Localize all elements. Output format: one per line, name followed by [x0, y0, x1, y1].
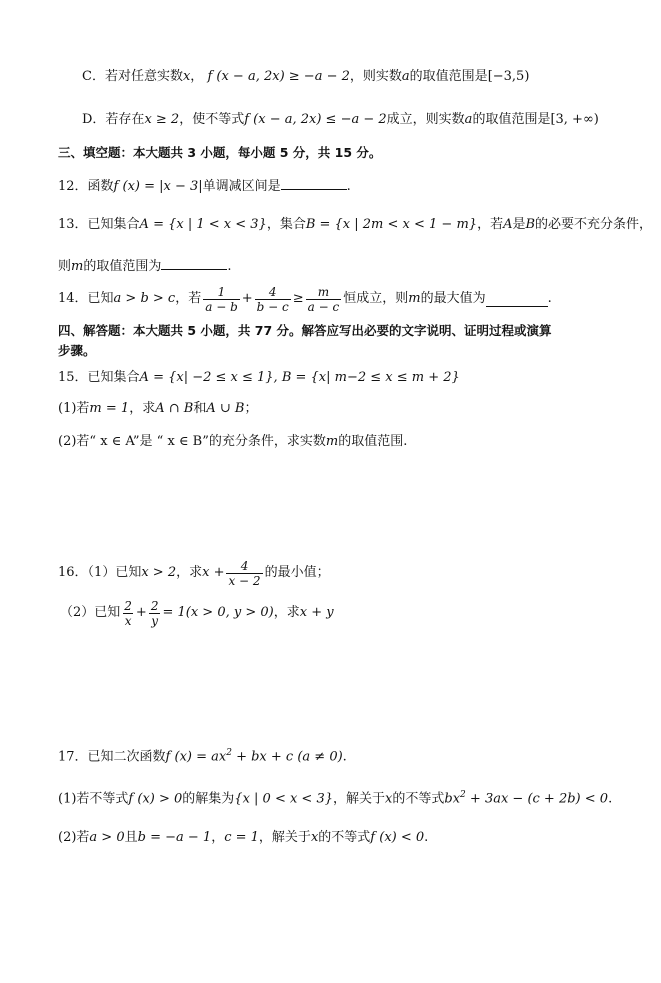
q17-p2-comma: ，: [211, 830, 225, 845]
question-17-part-1: [58, 786, 612, 808]
q16-p1-condition: x > 2: [141, 565, 177, 580]
q17-p2-cond-b: b = −a − 1: [137, 830, 212, 845]
q14-f2-numerator: 4: [268, 284, 277, 299]
q13-prefix: 13．已知集合: [58, 217, 140, 232]
question-13-line-2: [58, 255, 232, 276]
option-d-condition: x ≥ 2: [144, 112, 180, 127]
q17-p1-set: {x | 0 < x < 3}: [234, 791, 334, 807]
q16-p1-denominator: x − 2: [228, 573, 261, 588]
question-16-part-1: [58, 556, 330, 590]
q17-p1-solution-text: 的解集为: [182, 791, 235, 807]
q17-p1-inequality: f (x) > 0: [128, 791, 183, 807]
option-d-range: [3, +∞): [550, 112, 599, 127]
q15-p1-intersection: A ∩ B: [155, 401, 194, 416]
q14-answer-blank[interactable]: [486, 292, 548, 307]
q13-mid: ，集合: [266, 217, 306, 232]
q16-p1-ask: ，求: [176, 565, 203, 580]
q16-p2-f1-numerator: 2: [124, 598, 132, 613]
q13-set-a: A = {x | 1 < x < 3}: [139, 217, 267, 232]
q16-p1-fraction: [226, 559, 262, 588]
q15-p1-prefix: (1)若: [58, 401, 90, 416]
section-4-heading-line-2: 步骤。: [58, 343, 96, 358]
q13-end: .: [227, 259, 232, 274]
q17-p2-end: .: [424, 830, 429, 845]
option-c-a: a: [401, 69, 410, 84]
q16-p2-f2-numerator: 2: [150, 598, 159, 613]
q13-answer-blank[interactable]: [161, 255, 227, 270]
q17-square: 2: [226, 748, 232, 758]
q12-answer-blank[interactable]: [281, 175, 347, 190]
option-d-label: D．若存在: [82, 112, 145, 127]
q14-condition: a > b > c: [113, 291, 176, 306]
option-c-inequality: f (x − a, 2x) ≥ −a − 2: [207, 69, 350, 84]
q17-p1-x: x: [385, 791, 393, 807]
q13-m: m: [71, 259, 84, 274]
q13-mid2: ，若: [477, 217, 504, 232]
q16-p2-fraction-1: [122, 599, 134, 628]
q15-prefix: 15．已知集合: [58, 370, 140, 385]
question-14: [58, 282, 552, 316]
q17-p2-cond-c: c = 1: [224, 830, 259, 845]
q17-p1-square: 2: [460, 790, 466, 800]
q15-p1-and: 和: [193, 401, 207, 416]
option-c-label: C．若对任意实数: [82, 69, 183, 84]
question-15-part-2: [58, 433, 407, 451]
q14-m: m: [408, 291, 421, 306]
q17-p2-inequality: f (x) < 0: [370, 830, 425, 845]
q13-line2-prefix: 则: [58, 259, 72, 274]
question-17: [58, 744, 347, 766]
q14-fraction-1: [203, 285, 240, 314]
q12-function: f (x) = |x − 3|: [113, 179, 203, 194]
q14-f1-denominator: a − b: [205, 299, 238, 314]
q16-p1-x: x +: [202, 565, 225, 580]
option-d-mid: ，使不等式: [179, 112, 245, 127]
q17-p2-and: 且: [124, 830, 138, 845]
q14-prefix: 14．已知: [58, 291, 114, 306]
q13-set-b: B = {x | 2m < x < 1 − m}: [305, 217, 478, 232]
q17-function: f (x) = ax: [165, 749, 227, 765]
q17-end: .: [342, 749, 347, 765]
question-17-part-2: [58, 829, 428, 847]
q17-p1-prefix: (1)若不等式: [58, 791, 129, 807]
q17-p2-x: x: [310, 830, 319, 845]
q15-p1-union: A ∪ B: [206, 401, 245, 416]
option-c-range: [−3,5): [487, 69, 530, 84]
question-16-part-2: [60, 596, 334, 630]
q16-p2-fraction-2: [149, 599, 161, 628]
q13-mid3: 是: [512, 217, 526, 232]
q17-p1-target-ineq: bx: [444, 791, 461, 807]
q14-plus: +: [241, 291, 253, 306]
q15-p2-m: m: [325, 434, 339, 449]
option-d: [82, 111, 599, 129]
q16-p2-plus: +: [135, 605, 147, 620]
section-4-heading: 四、解答题：本大题共 5 小题，共 77 分。解答应写出必要的文字说明、证明过程或演算: [58, 323, 552, 338]
q15-p1-ask: ，求: [129, 401, 156, 416]
q16-p1-tail: 的最小值；: [264, 565, 330, 580]
q16-p1-prefix: 16．（1）已知: [58, 565, 142, 580]
q15-p2-end: 的取值范围.: [338, 434, 408, 449]
option-d-mid2: 成立，则实数: [386, 112, 465, 127]
q17-p1-solve: ，解关于: [333, 791, 386, 807]
section-3-heading: 三、填空题：本大题共 3 小题，每小题 5 分，共 15 分。: [58, 145, 382, 160]
q16-p2-f1-denominator: x: [124, 613, 132, 628]
q17-p1-end: .: [608, 791, 613, 807]
q14-ge: ≥: [292, 291, 304, 306]
q15-p1-end: ；: [244, 401, 258, 416]
q14-f3-numerator: m: [317, 284, 330, 299]
q16-p2-prefix: （2）已知: [60, 605, 121, 620]
option-d-inequality: f (x − a, 2x) ≤ −a − 2: [244, 112, 387, 127]
q12-prefix: 12．函数: [58, 179, 114, 194]
q17-function-rest: + bx + c (a ≠ 0): [231, 749, 343, 765]
q17-p2-ineq-text: 的不等式: [318, 830, 371, 845]
question-15: [58, 369, 460, 387]
q13-b: B: [525, 217, 536, 232]
q14-fraction-3: [306, 285, 342, 314]
q17-p2-cond-a: a > 0: [89, 830, 125, 845]
q16-p2-target: x + y: [299, 605, 334, 620]
q16-p2-equation: = 1(x > 0, y > 0): [162, 605, 274, 620]
option-d-tail: 的取值范围是: [472, 112, 551, 127]
q14-tail: 恒成立，则: [343, 291, 409, 306]
q13-line2-text: 的取值范围为: [83, 259, 162, 274]
q16-p2-ask: ，求: [273, 605, 300, 620]
q12-suffix: 单调减区间是: [202, 179, 281, 194]
q15-sets: A = {x| −2 ≤ x ≤ 1}, B = {x| m−2 ≤ x ≤ m + 2}: [139, 370, 460, 385]
q12-end: .: [346, 179, 351, 194]
q14-fraction-2: [255, 285, 291, 314]
q15-p1-m: m = 1: [89, 401, 130, 416]
option-d-a: a: [464, 112, 473, 127]
option-c-tail: 的取值范围是: [409, 69, 488, 84]
q14-mid: ，若: [175, 291, 202, 306]
question-12: [58, 175, 351, 196]
question-13: [58, 216, 652, 234]
q16-p1-numerator: 4: [240, 558, 249, 573]
q16-p2-f2-denominator: y: [151, 613, 159, 628]
q13-tail: 的必要不充分条件，: [535, 217, 653, 232]
q15-p2-text: (2)若“ x ∈ A”是 “ x ∈ B”的充分条件，求实数: [58, 434, 326, 449]
q14-f2-denominator: b − c: [256, 299, 289, 314]
q13-a: A: [503, 217, 513, 232]
q17-p1-target-ineq-rest: + 3ax − (c + 2b) < 0: [465, 791, 609, 807]
q14-f1-numerator: 1: [217, 284, 226, 299]
q14-end: .: [547, 291, 552, 306]
option-c: [82, 68, 529, 86]
question-15-part-1: [58, 400, 257, 418]
q17-p1-ineq-text: 的不等式: [392, 791, 445, 807]
q14-tail2: 的最大值为: [420, 291, 486, 306]
q14-f3-denominator: a − c: [307, 299, 340, 314]
option-c-sep: ，: [190, 69, 204, 84]
q17-p2-solve: ，解关于: [258, 830, 311, 845]
q17-p2-prefix: (2)若: [58, 830, 90, 845]
option-c-mid: ，则实数: [349, 69, 402, 84]
q17-prefix: 17．已知二次函数: [58, 749, 166, 765]
option-c-x: x: [182, 69, 191, 84]
